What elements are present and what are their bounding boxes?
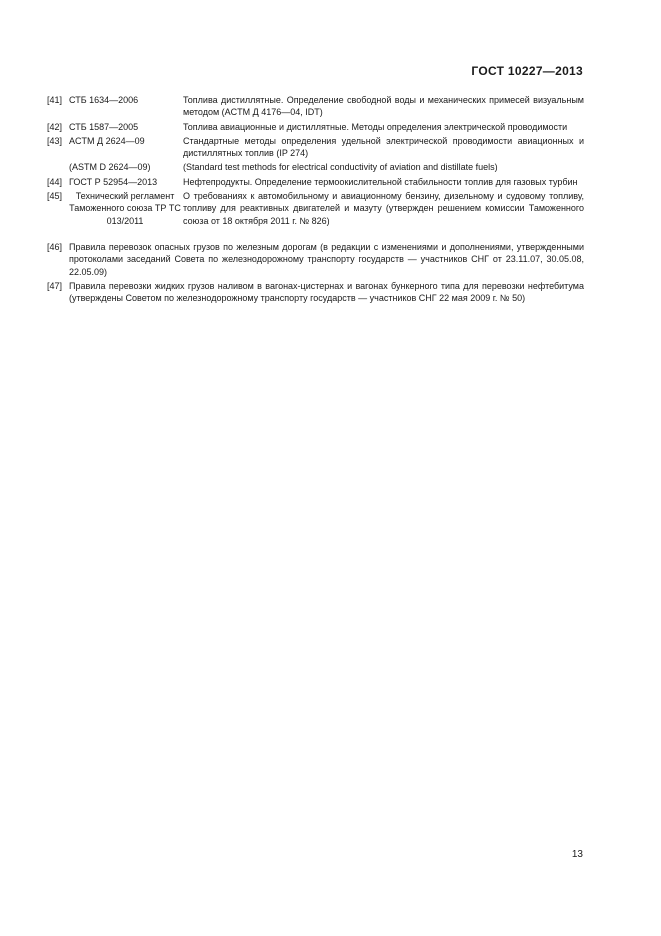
reference-title: Топлива дистиллятные. Определение свободной воды и механических примесей визуальным методом (ACTM Д 4176—04, IDT) — [183, 95, 584, 118]
reference-title: Топлива авиационные и дистиллятные. Методы определения электрической проводимости — [183, 121, 568, 132]
reference-item — [47, 135, 584, 160]
reference-title: Нефтепродукты. Определение термоокислительной стабильности топлив для газовых турбин — [183, 176, 578, 187]
reference-code: Технический регламент Таможенного союза ТР ТС 013/2011 — [69, 191, 181, 226]
reference-code: (ASTM D 2624—09) — [69, 162, 151, 173]
reference-number: [42] — [47, 121, 63, 132]
reference-item — [47, 94, 584, 119]
reference-code: ACTM Д 2624—09 — [69, 135, 145, 146]
reference-item — [47, 176, 584, 188]
reference-item — [47, 161, 584, 173]
reference-text: Правила перевозок опасных грузов по железным дорогам (в редакции с изменениями и дополнениями, утвержденными протоколами заседаний Совета по железнодорожному транспорту государств — участников СНГ от 23.11.07, 30.05.08, 22.05.09) — [69, 241, 584, 277]
reference-item — [47, 121, 584, 133]
reference-text: Правила перевозки жидких грузов наливом в вагонах-цистернах и вагонах бункерного типа для перевозки нефтебитума (утверждены Советом по железнодорожному транспорту государств — участников СНГ 22 мая 2009 г. № 50) — [69, 280, 584, 304]
reference-number: [41] — [47, 95, 63, 105]
reference-title: О требованиях к автомобильному и авиационному бензину, дизельному и судовому топливу, топливу для реактивных двигателей и мазуту (утвержден решением комиссии Таможенного союза от 18 октября 2011 г. № 826) — [183, 191, 584, 226]
reference-item — [47, 280, 584, 305]
reference-item — [47, 241, 584, 278]
reference-number: [43] — [47, 135, 63, 146]
reference-code: ГОСТ Р 52954—2013 — [69, 176, 158, 187]
reference-number: [47] — [47, 280, 63, 291]
bibliography-list — [47, 94, 584, 306]
reference-title: (Standard test methods for electrical conductivity of aviation and distillate fuels) — [183, 162, 498, 173]
reference-number: [45] — [47, 191, 63, 202]
reference-number: [44] — [47, 176, 63, 187]
reference-title: Стандартные методы определения удельной электрической проводимости авиационных и дистиллятных топлив (IP 274) — [183, 135, 584, 159]
document-code-header: ГОСТ 10227—2013 — [471, 64, 583, 78]
page-number: 13 — [571, 849, 583, 860]
reference-code: СТБ 1587—2005 — [69, 121, 139, 132]
reference-number: [46] — [47, 241, 63, 252]
reference-item — [47, 190, 584, 239]
reference-code: СТБ 1634—2006 — [69, 95, 139, 105]
